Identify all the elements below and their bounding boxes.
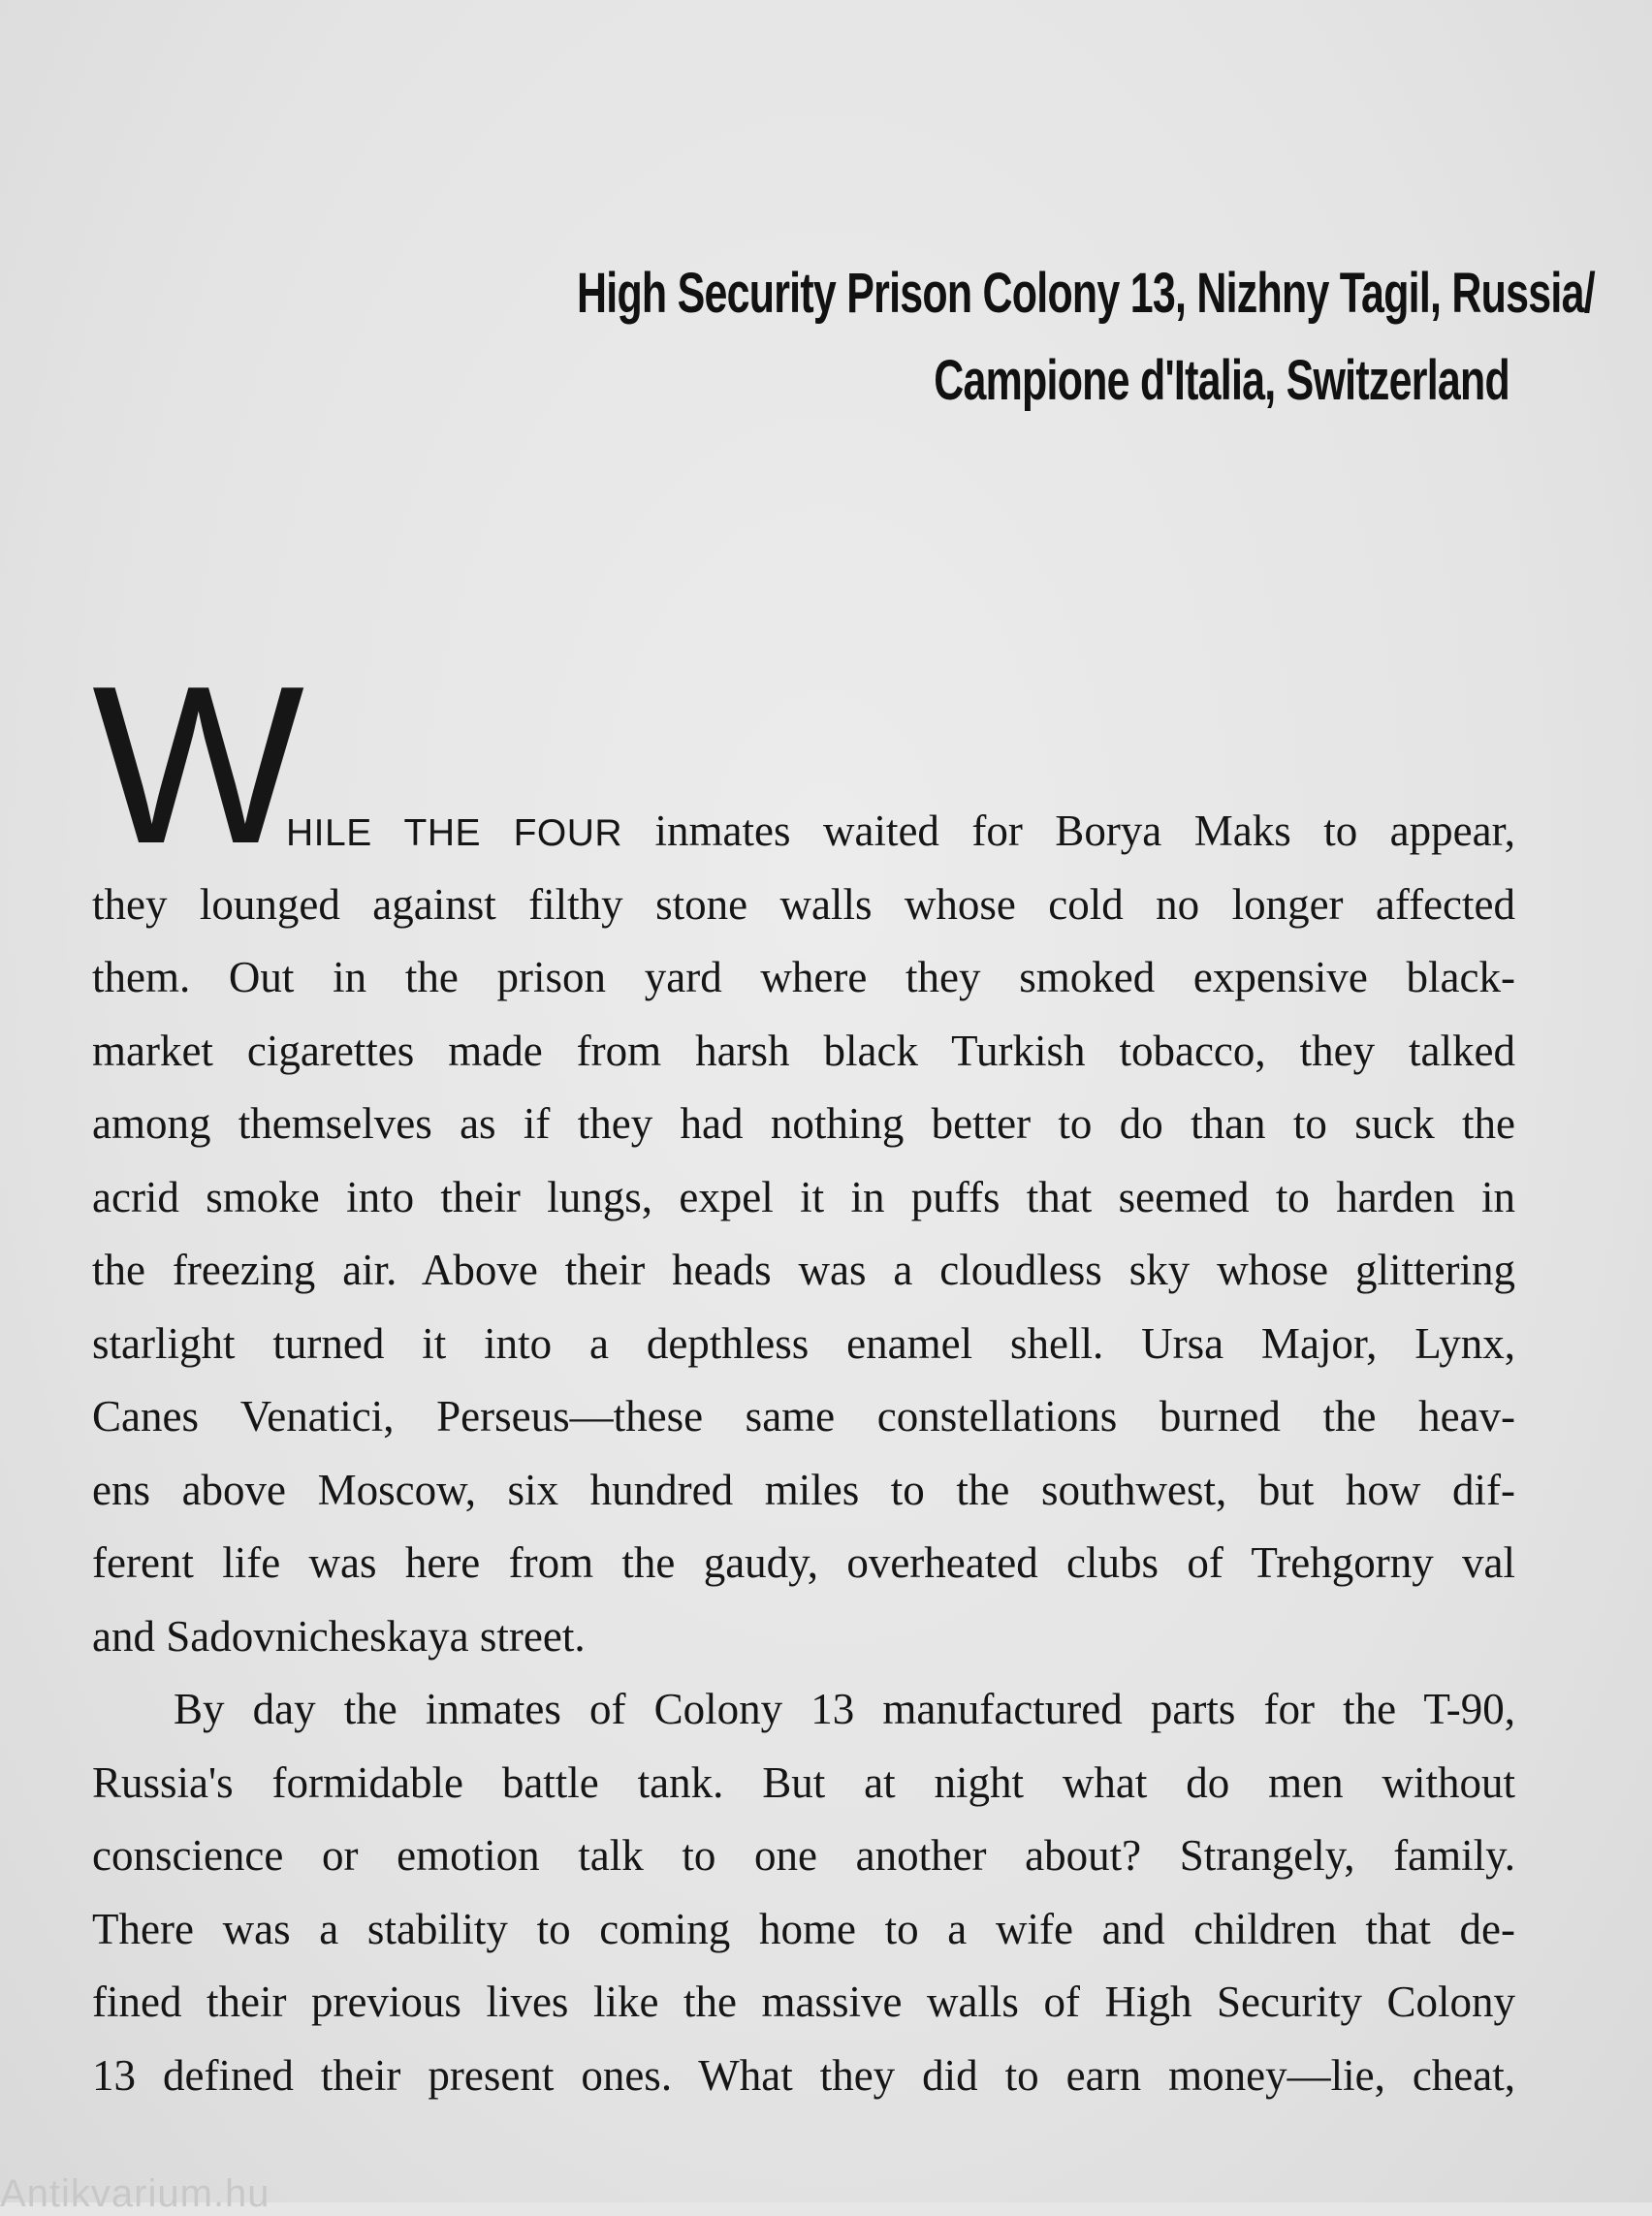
drop-cap: W [92,640,297,891]
text-line: among themselves as if they had nothing better to do than to suck the [92,1099,1515,1148]
chapter-heading [577,250,1595,425]
opening-small-caps: HILE THE FOUR [286,812,623,854]
text-line: and Sadovnicheskaya street. [92,1611,586,1661]
text-line: they lounged against filthy stone walls whose cold no longer affected [92,879,1515,929]
opening-line-rest: inmates waited for Borya Maks to appear, [654,807,1516,855]
text-line: ens above Moscow, six hundred miles to the southwest, but how dif- [92,1465,1515,1514]
heading-line-1: High Security Prison Colony 13, Nizhny Tagil, Russia/ [577,262,1595,325]
text-line: them. Out in the prison yard where they smoked expensive black- [92,953,1515,1001]
text-line: starlight turned it into a depthless enamel shell. Ursa Major, Lynx, [92,1318,1515,1368]
text-line: conscience or emotion talk to one another about? Strangely, family. [92,1831,1515,1880]
text-line: By day the inmates of Colony 13 manufactured parts for the T-90, [174,1685,1515,1733]
text-line: ferent life was here from the gaudy, overheated clubs of Trehgorny val [92,1538,1515,1587]
text-line: There was a stability to coming home to a wife and children that de- [92,1904,1515,1953]
text-line: the freezing air. Above their heads was a cloudless sky whose glittering [92,1246,1515,1294]
paragraph-1 [92,869,1515,1674]
text-line: Russia's formidable battle tank. But at night what do men without [92,1757,1515,1807]
heading-line-2: Campione d'Italia, Switzerland [934,349,1509,412]
text-line: fined their previous lives like the massive walls of High Security Colony [92,1978,1515,2026]
watermark: Antikvarium.hu [0,2172,270,2215]
text-line: acrid smoke into their lungs, expel it in puffs that seemed to harden in [92,1172,1515,1221]
text-line: market cigarettes made from harsh black Turkish tobacco, they talked [92,1026,1515,1075]
body-text [92,640,1516,2112]
text-line: 13 defined their present ones. What they did to earn money—lie, cheat, [92,2050,1515,2100]
text-line: Canes Venatici, Perseus—these same constellations burned the heav- [92,1392,1515,1440]
opening-line [92,640,1516,891]
opening-line-text [286,795,1515,869]
paragraph-2 [92,1673,1515,2112]
